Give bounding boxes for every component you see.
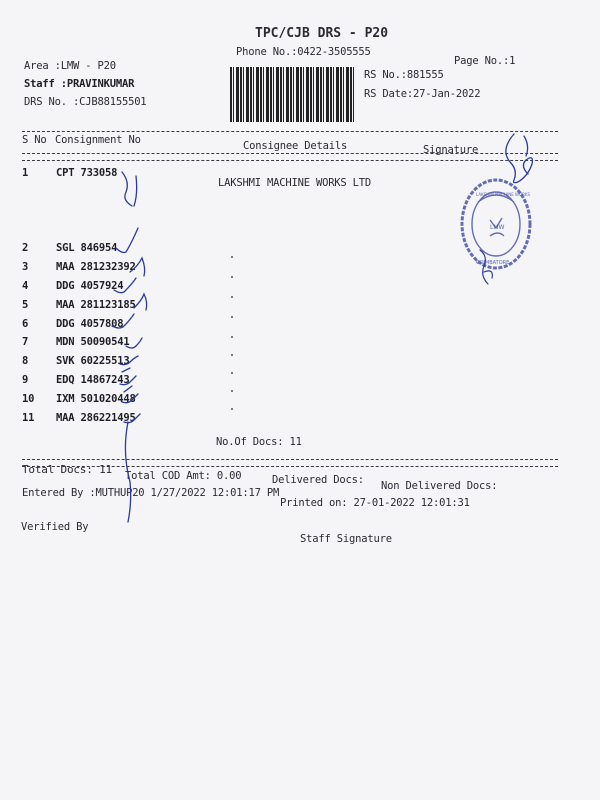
row-5-consignment: MAA 281123185 xyxy=(56,299,136,311)
blank-dot xyxy=(231,316,233,318)
printed-on: Printed on: 27-01-2022 12:01:31 xyxy=(280,497,470,509)
row-6-sno: 6 xyxy=(22,318,29,330)
row-8-consignment: SVK 60225513 xyxy=(56,355,130,367)
divider-header xyxy=(22,153,558,154)
rs-date: RS Date:27-Jan-2022 xyxy=(364,88,481,100)
total-docs: Total Docs: 11 xyxy=(22,463,112,476)
row-7-consignment: MDN 50090541 xyxy=(56,336,130,348)
entered-by: Entered By :MUTHUP20 1/27/2022 12:01:17 PM xyxy=(22,487,280,499)
stamp-text-center: LMW xyxy=(490,224,505,231)
row-11-consignment: MAA 286221495 xyxy=(56,412,136,424)
blank-dot xyxy=(231,256,233,258)
row-1-consignee: LAKSHMI MACHINE WORKS LTD xyxy=(218,177,372,189)
page-number: Page No.:1 xyxy=(454,55,516,67)
blank-dot xyxy=(231,336,233,338)
area-label: Area :LMW - P20 xyxy=(24,60,116,72)
row-10-consignment: IXM 501020448 xyxy=(56,393,136,405)
col-sno: S No xyxy=(22,134,47,146)
row-1-consignment: CPT 733058 xyxy=(56,167,118,179)
total-cod-amount: Total COD Amt: 0.00 xyxy=(125,470,242,482)
row-3-sno: 3 xyxy=(22,261,29,273)
drs-number: DRS No. :CJB88155501 xyxy=(24,96,147,108)
row-4-sno: 4 xyxy=(22,280,29,292)
blank-dot xyxy=(231,296,233,298)
blank-dot xyxy=(231,354,233,356)
blank-dot xyxy=(231,408,233,410)
blank-dot xyxy=(231,372,233,374)
col-signature: Signature xyxy=(423,144,479,156)
stamp-text-bottom: COIMBATORE xyxy=(476,260,510,266)
row-2-consignment: SGL 846954 xyxy=(56,242,118,254)
non-delivered-docs: Non Delivered Docs: xyxy=(381,480,498,492)
row-3-consignment: MAA 281232392 xyxy=(56,261,136,273)
divider-footer xyxy=(22,459,558,460)
col-consignment: Consignment No xyxy=(55,134,141,146)
row-9-sno: 9 xyxy=(22,374,29,386)
no-of-docs: No.Of Docs: 11 xyxy=(216,436,302,448)
row-7-sno: 7 xyxy=(22,336,29,348)
barcode xyxy=(230,67,356,122)
divider-top xyxy=(22,131,558,132)
row-1-sno: 1 xyxy=(22,167,29,179)
row-11-sno: 11 xyxy=(22,412,35,424)
tick-marks-icon xyxy=(110,160,170,530)
row-8-sno: 8 xyxy=(22,355,29,367)
row-10-sno: 10 xyxy=(22,393,35,405)
blank-dot xyxy=(231,276,233,278)
row-2-sno: 2 xyxy=(22,242,29,254)
company-stamp-icon xyxy=(456,172,536,290)
document-title: TPC/CJB DRS - P20 xyxy=(255,26,389,41)
staff-signature: Staff Signature xyxy=(300,533,392,545)
staff-label: Staff :PRAVINKUMAR xyxy=(24,78,135,90)
row-9-consignment: EDQ 14867243 xyxy=(56,374,130,386)
rs-number: RS No.:881555 xyxy=(364,69,444,81)
row-5-sno: 5 xyxy=(22,299,29,311)
delivered-docs: Delivered Docs: xyxy=(272,474,364,486)
verified-by: Verified By xyxy=(21,521,89,533)
row-4-consignment: DDG 4057924 xyxy=(56,280,124,292)
row-6-consignment: DDG 4057808 xyxy=(56,318,124,330)
divider-header-2 xyxy=(22,160,558,161)
phone-number: Phone No.:0422-3505555 xyxy=(236,46,371,58)
col-consignee: Consignee Details xyxy=(243,140,348,152)
stamp-text-top: LAKSHMI MACHINE WORKS xyxy=(476,192,531,197)
blank-dot xyxy=(231,390,233,392)
